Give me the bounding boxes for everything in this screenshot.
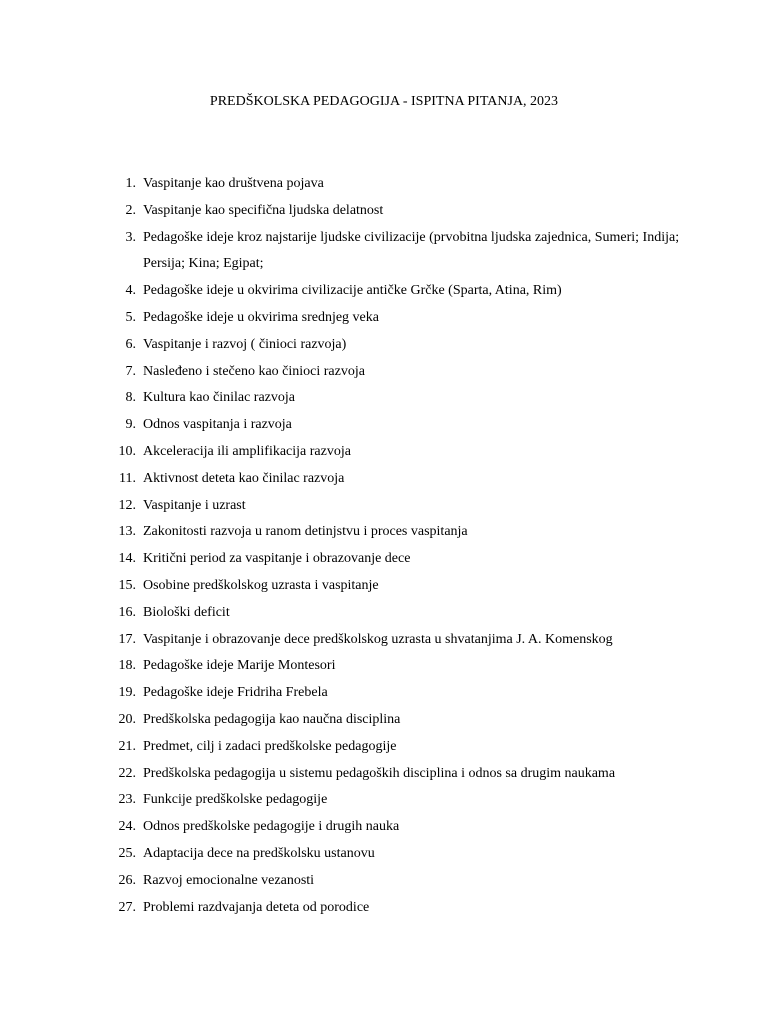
question-text: Osobine predškolskog uzrasta i vaspitanje [143, 577, 379, 593]
question-text: Odnos predškolske pedagogije i drugih nauka [143, 819, 400, 835]
question-text: Pedagoške ideje Fridriha Frebela [143, 685, 328, 701]
question-text: Adaptacija dece na predškolsku ustanovu [143, 845, 375, 861]
question-number: 21. [118, 738, 136, 754]
question-list [106, 171, 706, 921]
question-number: 12. [118, 497, 136, 513]
question-number: 20. [118, 711, 136, 727]
question-number: 22. [118, 765, 136, 781]
question-number: 19. [118, 685, 136, 701]
question-number: 2. [125, 202, 136, 218]
list-item [106, 278, 706, 305]
list-item [106, 868, 706, 895]
list-item [106, 546, 706, 573]
document-title: PREDŠKOLSKA PEDAGOGIJA - ISPITNA PITANJA, 2023 [209, 94, 559, 109]
question-text: Pedagoške ideje u okvirima civilizacije antičke Grčke (Sparta, Atina, Rim) [143, 283, 562, 299]
list-item [106, 412, 706, 439]
question-number: 27. [118, 899, 136, 915]
question-text: Predmet, cilj i zadaci predškolske pedagogije [143, 738, 397, 754]
question-text: Pedagoške ideje kroz najstarije ljudske civilizacije (prvobitna ljudska zajednica, Sumeri; Indija; Persija; Kina; Egipat; [143, 229, 680, 272]
list-item [106, 171, 706, 198]
question-number: 14. [118, 551, 136, 567]
question-text: Aktivnost deteta kao činilac razvoja [143, 470, 345, 486]
list-item [106, 225, 706, 279]
list-item [106, 359, 706, 386]
question-text: Vaspitanje kao društvena pojava [143, 176, 324, 191]
question-text: Akceleracija ili amplifikacija razvoja [143, 443, 351, 459]
question-text: Problemi razdvajanja deteta od porodice [143, 899, 370, 915]
question-number: 16. [118, 604, 136, 620]
question-number: 26. [118, 872, 136, 888]
list-item [106, 332, 706, 359]
question-number: 23. [118, 792, 136, 808]
list-item [106, 519, 706, 546]
list-item [106, 814, 706, 841]
question-text: Pedagoške ideje u okvirima srednjeg veka [143, 309, 379, 325]
list-item [106, 385, 706, 412]
question-text: Odnos vaspitanja i razvoja [143, 417, 292, 433]
list-item [106, 680, 706, 707]
list-item [106, 573, 706, 600]
list-item [106, 787, 706, 814]
question-number: 24. [118, 819, 136, 835]
list-item [106, 493, 706, 520]
question-number: 7. [125, 363, 136, 379]
question-text: Kritični period za vaspitanje i obrazovanje dece [143, 551, 411, 567]
question-number: 13. [118, 524, 136, 540]
list-item [106, 439, 706, 466]
list-item [106, 653, 706, 680]
list-item [106, 895, 706, 922]
question-text: Kultura kao činilac razvoja [143, 390, 295, 406]
question-text: Vaspitanje i razvoj ( činioci razvoja) [143, 336, 347, 352]
question-text: Predškolska pedagogija u sistemu pedagoških disciplina i odnos sa drugim naukama [143, 765, 616, 781]
question-text: Zakonitosti razvoja u ranom detinjstvu i proces vaspitanja [143, 524, 468, 540]
question-text: Predškolska pedagogija kao naučna disciplina [143, 711, 401, 727]
question-number: 11. [119, 470, 136, 486]
question-number: 17. [118, 631, 136, 647]
question-number: 25. [118, 845, 136, 861]
list-item [106, 627, 706, 654]
list-item [106, 466, 706, 493]
question-number: 8. [125, 390, 136, 406]
question-text: Pedagoške ideje Marije Montesori [143, 658, 336, 674]
question-number: 1. [125, 176, 136, 191]
question-number: 3. [125, 229, 136, 245]
question-number: 5. [125, 309, 136, 325]
question-number: 6. [125, 336, 136, 352]
list-item [106, 600, 706, 627]
question-text: Vaspitanje i uzrast [143, 497, 246, 513]
question-text: Vaspitanje i obrazovanje dece predškolskog uzrasta u shvatanjima J. A. Komenskog [143, 631, 613, 647]
question-text: Razvoj emocionalne vezanosti [143, 872, 315, 888]
question-number: 18. [118, 658, 136, 674]
question-text: Vaspitanje kao specifična ljudska delatnost [143, 202, 384, 218]
question-number: 10. [118, 443, 136, 459]
question-text: Nasleđeno i stečeno kao činioci razvoja [143, 363, 365, 379]
list-item [106, 734, 706, 761]
question-number: 9. [125, 417, 136, 433]
list-item [106, 198, 706, 225]
question-number: 4. [125, 283, 136, 299]
question-text: Biološki deficit [143, 604, 230, 620]
list-item [106, 761, 706, 788]
question-text: Funkcije predškolske pedagogije [143, 792, 328, 808]
list-item [106, 305, 706, 332]
question-number: 15. [118, 577, 136, 593]
list-item [106, 841, 706, 868]
list-item [106, 707, 706, 734]
